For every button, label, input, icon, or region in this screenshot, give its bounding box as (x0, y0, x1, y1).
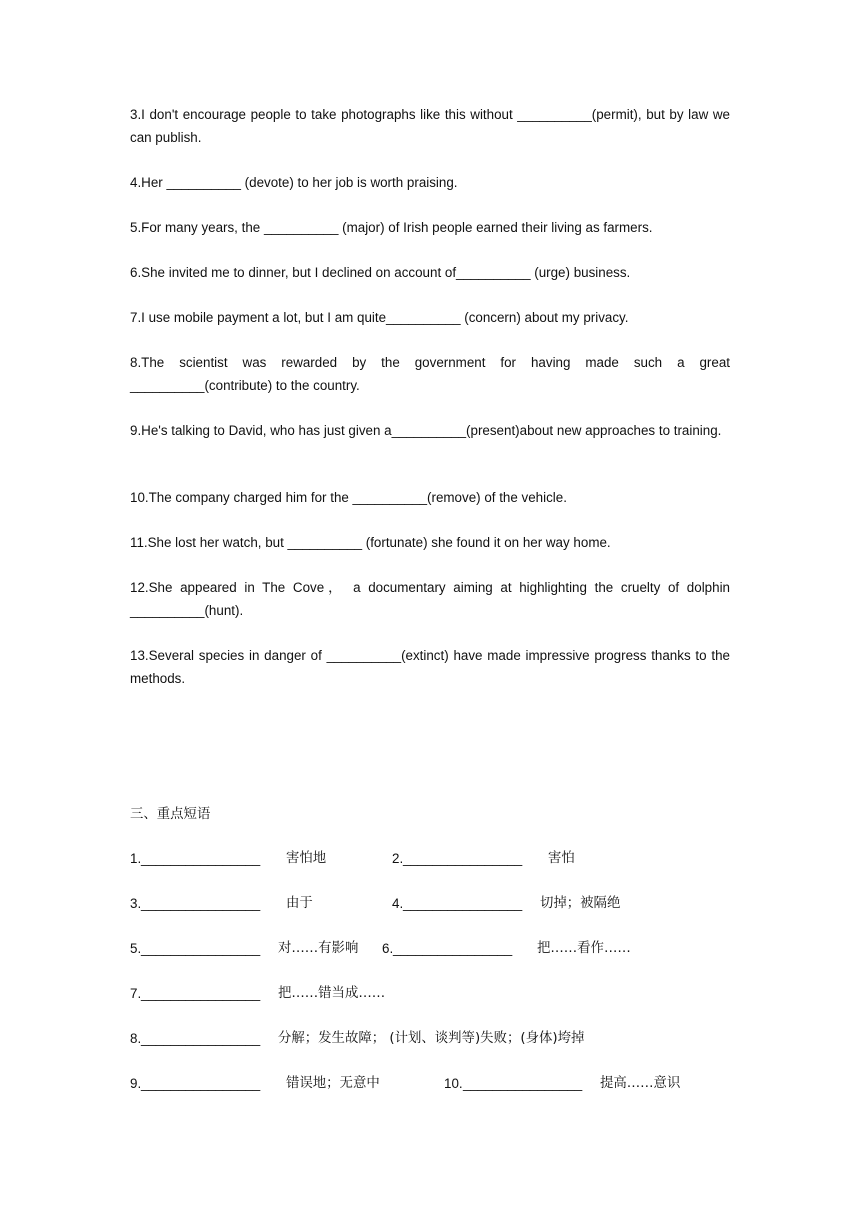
phrase-number: 1. (130, 851, 142, 866)
question-5: 5.For many years, the __________ (major) of Irish people earned their living as farmers. (130, 220, 653, 235)
phrase-blank: ________________ (141, 896, 261, 911)
phrase-meaning: 害怕地 (286, 851, 327, 866)
question-3: 3.I don't encourage people to take photographs like this without __________(permit), but by law we can publish. (130, 107, 730, 145)
phrase-meaning: 害怕 (548, 851, 575, 866)
phrase-blank: ________________ (141, 1031, 261, 1046)
phrase-meaning: 切掉；被隔绝 (540, 896, 621, 911)
phrase-number: 5. (130, 941, 142, 956)
phrase-meaning: 由于 (286, 896, 313, 911)
phrase-meaning: 把……看作…… (537, 941, 631, 956)
phrase-number: 6. (382, 941, 394, 956)
question-8: 8.The scientist was rewarded by the government for having made such a great __________(contribute) to the country. (130, 355, 730, 393)
phrase-meaning: 分解；发生故障； (计划、谈判等)失败；(身体)垮掉 (278, 1031, 585, 1046)
question-11: 11.She lost her watch, but __________ (fortunate) she found it on her way home. (130, 535, 611, 550)
phrase-blank: ________________ (463, 1076, 583, 1091)
phrase-blank: ________________ (403, 851, 523, 866)
question-13: 13.Several species in danger of __________(extinct) have made impressive progress thanks to the methods. (130, 648, 730, 686)
phrase-meaning: 对……有影响 (278, 941, 359, 956)
phrase-number: 7. (130, 986, 142, 1001)
phrase-number: 10. (444, 1076, 463, 1091)
phrase-meaning: 错误地；无意中 (286, 1076, 380, 1091)
question-12: 12.She appeared in The Cove， a documentary aiming at highlighting the cruelty of dolphin __________(hunt). (130, 580, 730, 618)
phrase-blank: ________________ (141, 941, 261, 956)
phrase-blank: ________________ (403, 896, 523, 911)
phrase-blank: ________________ (141, 851, 261, 866)
question-4: 4.Her __________ (devote) to her job is worth praising. (130, 175, 458, 190)
phrase-blank: ________________ (393, 941, 513, 956)
phrase-number: 2. (392, 851, 404, 866)
phrase-blank: ________________ (141, 1076, 261, 1091)
phrase-number: 8. (130, 1031, 142, 1046)
phrase-meaning: 把……错当成…… (278, 986, 386, 1001)
question-7: 7.I use mobile payment a lot, but I am quite__________ (concern) about my privacy. (130, 310, 629, 325)
phrase-blank: ________________ (141, 986, 261, 1001)
phrase-number: 4. (392, 896, 404, 911)
phrase-number: 3. (130, 896, 142, 911)
phrase-meaning: 提高……意识 (600, 1076, 681, 1091)
phrase-number: 9. (130, 1076, 142, 1091)
question-10: 10.The company charged him for the __________(remove) of the vehicle. (130, 490, 567, 505)
question-9: 9.He's talking to David, who has just given a__________(present)about new approaches to training. (130, 423, 722, 438)
question-6: 6.She invited me to dinner, but I declined on account of__________ (urge) business. (130, 265, 631, 280)
section-heading: 三、重点短语 (130, 807, 211, 822)
